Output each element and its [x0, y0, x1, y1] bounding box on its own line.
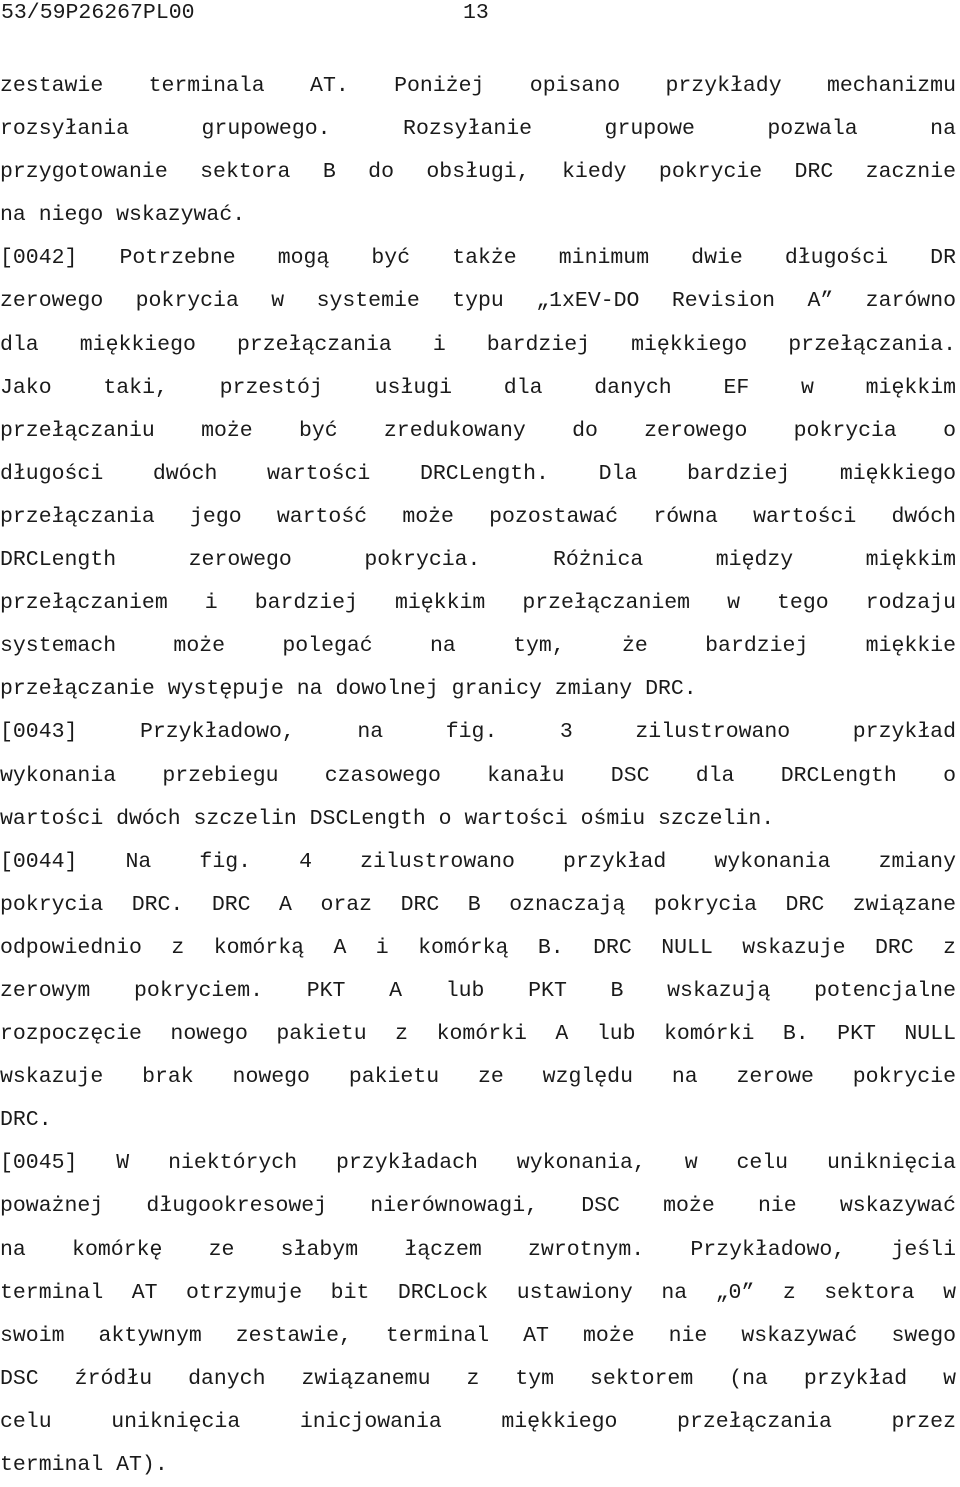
text-line: [0045] W niektórych przykładach wykonania, w celu uniknięcia	[0, 1151, 956, 1176]
text-line: terminal AT).	[0, 1453, 168, 1477]
text-line: poważnej długookresowej nierównowagi, DSC może nie wskazywać	[0, 1194, 956, 1219]
page-header	[0, 0, 960, 30]
text-line: [0043] Przykładowo, na fig. 3 zilustrowano przykład	[0, 720, 956, 745]
text-line: przełączaniu może być zredukowany do zerowego pokrycia o	[0, 418, 956, 443]
text-line: DRCLength zerowego pokrycia. Różnica między miękkim	[0, 548, 956, 573]
text-line: wartości dwóch szczelin DSCLength o wartości ośmiu szczelin.	[0, 806, 775, 831]
text-line: odpowiednio z komórką A i komórką B. DRC NULL wskazuje DRC z	[0, 935, 956, 960]
page-number: 13	[463, 1, 489, 25]
text-line: przygotowanie sektora B do obsługi, kiedy pokrycie DRC zacznie	[0, 160, 956, 185]
document-id: 53/59P26267PL00	[1, 1, 195, 25]
text-line: DRC.	[0, 1108, 52, 1133]
text-line: [0044] Na fig. 4 zilustrowano przykład wykonania zmiany	[0, 849, 956, 874]
text-line: wykonania przebiegu czasowego kanału DSC dla DRCLength o	[0, 763, 956, 788]
text-line: przełączanie występuje na dowolnej granicy zmiany DRC.	[0, 677, 697, 702]
text-line: dla miękkiego przełączania i bardziej miękkiego przełączania.	[0, 332, 956, 357]
text-line: zestawie terminala AT. Poniżej opisano przykłady mechanizmu	[0, 74, 956, 98]
text-line: rozsyłania grupowego. Rozsyłanie grupowe pozwala na	[0, 117, 956, 142]
text-line: na niego wskazywać.	[0, 203, 246, 228]
text-line: wskazuje brak nowego pakietu ze względu na zerowe pokrycie	[0, 1065, 956, 1090]
text-line: rozpoczęcie nowego pakietu z komórki A lub komórki B. PKT NULL	[0, 1022, 956, 1047]
text-line: na komórkę ze słabym łączem zwrotnym. Przykładowo, jeśli	[0, 1237, 956, 1262]
text-line: przełączania jego wartość może pozostawać równa wartości dwóch	[0, 504, 956, 529]
text-line: długości dwóch wartości DRCLength. Dla bardziej miękkiego	[0, 461, 956, 486]
text-line: DSC źródłu danych związanemu z tym sektorem (na przykład w	[0, 1366, 956, 1391]
text-line: zerowym pokryciem. PKT A lub PKT B wskazują potencjalne	[0, 978, 956, 1003]
document-body	[0, 65, 956, 1487]
text-line: pokrycia DRC. DRC A oraz DRC B oznaczają pokrycia DRC związane	[0, 892, 956, 917]
text-line: celu uniknięcia inicjowania miękkiego przełączania przez	[0, 1409, 956, 1434]
text-line: [0042] Potrzebne mogą być także minimum dwie długości DR	[0, 246, 956, 271]
text-line: przełączaniem i bardziej miękkim przełączaniem w tego rodzaju	[0, 591, 956, 616]
text-line: zerowego pokrycia w systemie typu „1xEV-DO Revision A” zarówno	[0, 289, 956, 314]
text-line: swoim aktywnym zestawie, terminal AT może nie wskazywać swego	[0, 1323, 956, 1348]
text-line: systemach może polegać na tym, że bardziej miękkie	[0, 634, 956, 659]
text-line: Jako taki, przestój usługi dla danych EF w miękkim	[0, 375, 956, 400]
text-line: terminal AT otrzymuje bit DRCLock ustawiony na „0” z sektora w	[0, 1280, 956, 1305]
